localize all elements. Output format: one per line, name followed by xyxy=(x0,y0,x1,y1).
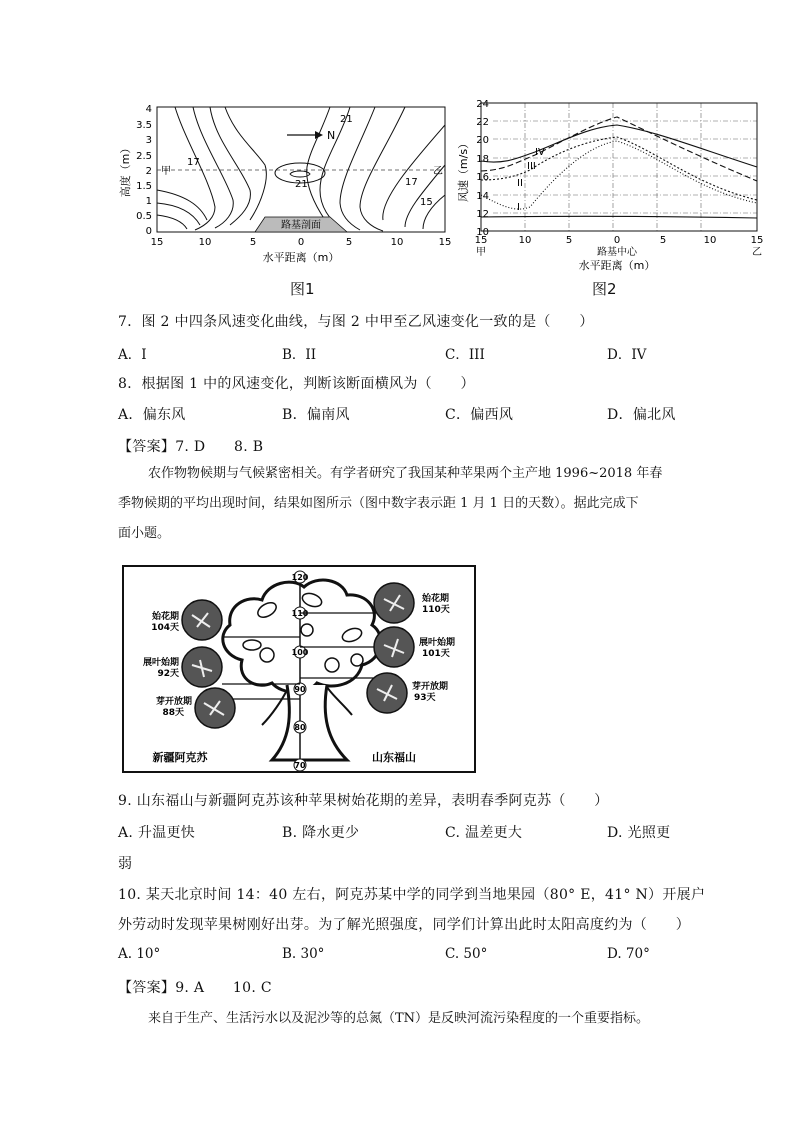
fig2-caption: 图2 xyxy=(592,280,617,298)
fig2-center-label: 路基中心 xyxy=(597,247,637,258)
fig2-xtick: 0 xyxy=(613,235,621,246)
right-budding-days: 93天 xyxy=(414,693,436,703)
fig1-contour-label: 17 xyxy=(405,177,418,188)
fig1-north-label: N xyxy=(327,129,336,142)
q9-option-d: D. 光照更 xyxy=(607,825,671,841)
left-budding-days: 88天 xyxy=(162,708,184,718)
left-leafing-label: 展叶始期 xyxy=(142,658,179,668)
fig1-ylabel: 高度（m） xyxy=(119,142,132,198)
fig1-xtick: 5 xyxy=(249,237,257,248)
left-flowering-days: 104天 xyxy=(151,623,179,633)
q10-option-d: D. 70° xyxy=(607,946,650,962)
question-9-stem: 9. 山东福山与新疆阿克苏该种苹果树始花期的差异，表明春季阿克苏（ ） xyxy=(118,793,609,809)
fig2-curve-label-i: I xyxy=(517,202,520,213)
fig2-ylabel: 风速（m/s） xyxy=(457,137,470,203)
q9-option-d-wrap: 弱 xyxy=(118,856,133,872)
axis-label-120: 120 xyxy=(291,573,309,582)
q10-option-c: C. 50° xyxy=(445,946,488,962)
fig1-xtick: 15 xyxy=(438,237,452,248)
fig2-xtick: 5 xyxy=(565,235,573,246)
fig1-ytick: 3.5 xyxy=(136,120,152,131)
tree-right-title: 山东福山 xyxy=(372,751,416,764)
q8-option-c: C．偏西风 xyxy=(445,407,514,423)
right-leafing-photo xyxy=(374,627,414,667)
fig1-xtick: 5 xyxy=(345,237,353,248)
q7-option-a: A．I xyxy=(118,347,147,363)
fig1-xtick: 10 xyxy=(390,237,404,248)
fig2-left-mark: 甲 xyxy=(476,247,486,258)
fig1-ytick: 2 xyxy=(145,166,152,177)
axis-label-110: 110 xyxy=(291,609,309,618)
question-10-line-1: 10. 某天北京时间 14：40 左右，阿克苏某中学的同学到当地果园（80° E，41° N）开展户 xyxy=(118,887,706,903)
q10-option-b: B. 30° xyxy=(282,946,325,962)
figure-1 xyxy=(115,95,460,270)
fig2-ytick: 12 xyxy=(476,209,489,220)
intro1-line-3: 面小题。 xyxy=(118,526,171,541)
figure-2 xyxy=(455,95,770,275)
fig1-ytick: 2.5 xyxy=(136,151,152,162)
q9-option-a: A. 升温更快 xyxy=(118,825,196,841)
fig1-xtick: 10 xyxy=(198,237,212,248)
fig2-ytick: 14 xyxy=(476,191,489,202)
fig2-xlabel: 水平距离（m） xyxy=(578,259,656,272)
phenology-tree-figure xyxy=(122,565,477,775)
q7-option-d: D．IV xyxy=(607,347,647,363)
q7-option-b: B．II xyxy=(282,347,317,363)
fig2-xtick: 15 xyxy=(474,235,488,246)
q10-option-a: A. 10° xyxy=(118,946,161,962)
fig2-ytick: 18 xyxy=(476,154,489,165)
fig1-xtick: 0 xyxy=(297,237,305,248)
question-10-line-2: 外劳动时发现苹果树刚好出芽。为了解光照强度，同学们计算出此时太阳高度约为（ ） xyxy=(118,917,690,933)
fig2-curve-label-iii: III xyxy=(527,161,536,172)
fig1-left-mark: 甲 xyxy=(161,166,171,177)
fig1-ytick: 3 xyxy=(145,135,152,146)
q7-option-c: C．III xyxy=(445,347,485,363)
fig1-ytick: 1.5 xyxy=(136,181,152,192)
right-leafing-label: 展叶始期 xyxy=(419,638,456,648)
axis-label-80: 80 xyxy=(294,723,306,732)
fig1-contour-label: 21 xyxy=(295,179,308,190)
axis-label-100: 100 xyxy=(291,648,309,657)
answer-7-8: 【答案】7. D 8. B xyxy=(118,439,264,455)
fig1-right-mark: 乙 xyxy=(433,166,443,177)
question-7-stem: 7．图 2 中四条风速变化曲线，与图 2 中甲至乙风速变化一致的是（ ） xyxy=(118,314,594,330)
right-leafing-days: 101天 xyxy=(422,649,450,659)
fig1-ytick: 4 xyxy=(145,104,152,115)
tree-left-title: 新疆阿克苏 xyxy=(152,751,208,764)
question-8-stem: 8．根据图 1 中的风速变化，判断该断面横风为（ ） xyxy=(118,376,475,392)
fig2-ytick: 22 xyxy=(476,117,489,128)
q9-option-c: C. 温差更大 xyxy=(445,825,523,841)
fig1-xlabel: 水平距离（m） xyxy=(262,251,340,264)
right-budding-label: 芽开放期 xyxy=(412,682,449,692)
intro-paragraph-1 xyxy=(118,459,678,549)
fig2-curve-label-ii: II xyxy=(517,178,523,189)
intro-paragraph-2: 来自于生产、生活污水以及泥沙等的总氮（TN）是反映河流污染程度的一个重要指标。 xyxy=(148,1011,650,1026)
q8-option-d: D．偏北风 xyxy=(607,407,676,423)
fig1-ytick: 1 xyxy=(145,196,152,207)
intro1-line-2: 季物候期的平均出现时间，结果如图所示（图中数字表示距 1 月 1 日的天数）。据此完成下 xyxy=(118,496,639,511)
fig2-ytick: 16 xyxy=(476,172,489,183)
axis-label-70: 70 xyxy=(294,761,306,770)
fig1-ytick: 0.5 xyxy=(136,211,152,222)
fig1-contour-label: 17 xyxy=(187,157,200,168)
q9-option-b: B. 降水更少 xyxy=(282,825,360,841)
left-leafing-days: 92天 xyxy=(157,669,179,679)
fig1-ytick: 0 xyxy=(145,226,152,237)
q8-option-b: B．偏南风 xyxy=(282,407,350,423)
fig2-ytick: 10 xyxy=(476,227,489,238)
intro1-line-1: 农作物物候期与气候紧密相关。有学者研究了我国某种苹果两个主产地 1996~2018 年春 xyxy=(148,466,663,481)
fig2-right-mark: 乙 xyxy=(752,247,762,258)
q8-option-a: A．偏东风 xyxy=(118,407,186,423)
axis-label-90: 90 xyxy=(294,685,306,694)
right-flowering-label: 始花期 xyxy=(422,594,450,604)
fig2-curve-label-iv: IV xyxy=(535,147,545,158)
left-budding-label: 芽开放期 xyxy=(155,697,192,707)
fig1-caption: 图1 xyxy=(290,280,315,298)
fig2-xtick: 10 xyxy=(703,235,717,246)
fig1-xtick: 15 xyxy=(150,237,164,248)
fig1-road-label: 路基剖面 xyxy=(281,220,321,231)
answer-9-10: 【答案】9. A 10. C xyxy=(118,980,272,996)
fig1-contour-label: 21 xyxy=(340,114,353,125)
right-flowering-days: 110天 xyxy=(422,605,450,615)
fig2-ytick: 20 xyxy=(476,135,489,146)
fig1-contour-label: 15 xyxy=(420,197,433,208)
fig2-xtick: 15 xyxy=(750,235,764,246)
left-flowering-label: 始花期 xyxy=(151,612,179,622)
fig2-xtick: 5 xyxy=(659,235,667,246)
fig2-xtick: 10 xyxy=(518,235,532,246)
fig2-ytick: 24 xyxy=(476,99,489,110)
